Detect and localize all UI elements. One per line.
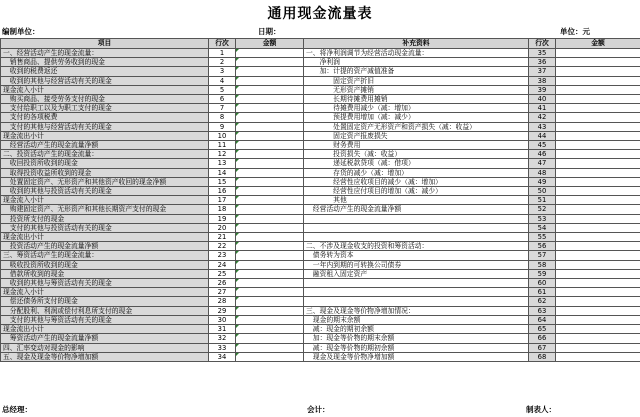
right-amount-cell[interactable] — [556, 196, 640, 205]
left-amount-cell[interactable] — [236, 233, 304, 242]
right-item-label: 一、将净利润调节为经营活动现金流量： — [304, 49, 529, 58]
left-item-label: 支付给职工以及为职工支付的现金 — [1, 104, 209, 113]
right-line-number: 38 — [529, 76, 556, 85]
left-item-label: 收回投资所收到的现金 — [1, 159, 209, 168]
right-line-number: 42 — [529, 113, 556, 122]
left-line-number: 4 — [209, 76, 236, 85]
left-line-number: 1 — [209, 49, 236, 58]
right-item-label: 三、现金及现金等价物净增加情况： — [304, 306, 529, 315]
table-row — [1, 214, 640, 223]
right-line-number: 41 — [529, 104, 556, 113]
left-amount-cell[interactable] — [236, 269, 304, 278]
left-amount-cell[interactable] — [236, 76, 304, 85]
right-amount-cell[interactable] — [556, 150, 640, 159]
left-line-number: 14 — [209, 168, 236, 177]
right-amount-cell[interactable] — [556, 214, 640, 223]
table-row — [1, 260, 640, 269]
left-item-label: 收到的其他与经营活动有关的现金 — [1, 76, 209, 85]
right-item-label: 融资租入固定资产 — [304, 269, 529, 278]
right-item-label: 一年内到期的可转换公司债券 — [304, 260, 529, 269]
right-amount-cell[interactable] — [556, 251, 640, 260]
right-item-label — [304, 279, 529, 288]
left-item-label: 收到的税费返还 — [1, 67, 209, 76]
left-line-number: 33 — [209, 343, 236, 352]
header-amount: 金额 — [236, 39, 304, 49]
left-item-label: 投资活动产生的现金流量净额 — [1, 242, 209, 251]
right-line-number: 57 — [529, 251, 556, 260]
currency-unit-label: 单位：元 — [560, 27, 590, 36]
header-item: 项目 — [1, 39, 209, 49]
table-row — [1, 196, 640, 205]
right-line-number: 49 — [529, 177, 556, 186]
company-unit-label: 编制单位： — [2, 27, 40, 36]
right-amount-cell[interactable] — [556, 131, 640, 140]
left-item-label: 销售商品、提供劳务收到的现金 — [1, 58, 209, 67]
left-item-label: 分配股利、利润或偿付利息所支付的现金 — [1, 306, 209, 315]
right-line-number: 44 — [529, 131, 556, 140]
right-amount-cell[interactable] — [556, 104, 640, 113]
right-amount-cell[interactable] — [556, 334, 640, 343]
left-line-number: 6 — [209, 95, 236, 104]
right-amount-cell[interactable] — [556, 269, 640, 278]
left-amount-cell[interactable] — [236, 334, 304, 343]
table-row — [1, 352, 640, 361]
header-line-2: 行次 — [529, 39, 556, 49]
left-line-number: 28 — [209, 297, 236, 306]
left-line-number: 13 — [209, 159, 236, 168]
right-item-label: 投资损失（减：收益） — [304, 150, 529, 159]
left-item-label: 支付的其他与经营活动有关的现金 — [1, 122, 209, 131]
right-item-label: 无形资产摊销 — [304, 85, 529, 94]
right-amount-cell[interactable] — [556, 95, 640, 104]
right-amount-cell[interactable] — [556, 187, 640, 196]
left-line-number: 3 — [209, 67, 236, 76]
table-row — [1, 95, 640, 104]
accountant-signature-label: 会计： — [307, 405, 330, 414]
right-item-label: 待摊费用减少（减：增加） — [304, 104, 529, 113]
left-line-number: 15 — [209, 177, 236, 186]
left-item-label: 三、筹资活动产生的现金流量： — [1, 251, 209, 260]
left-amount-cell[interactable] — [236, 104, 304, 113]
left-amount-cell[interactable] — [236, 325, 304, 334]
right-amount-cell[interactable] — [556, 205, 640, 214]
left-line-number: 10 — [209, 131, 236, 140]
left-item-label: 借款所收到的现金 — [1, 269, 209, 278]
right-item-label — [304, 233, 529, 242]
left-amount-cell[interactable] — [236, 150, 304, 159]
right-line-number: 37 — [529, 67, 556, 76]
page-title: 通用现金流量表 — [267, 6, 373, 22]
table-row — [1, 85, 640, 94]
table-row — [1, 150, 640, 159]
left-line-number: 26 — [209, 279, 236, 288]
right-line-number: 40 — [529, 95, 556, 104]
right-line-number: 53 — [529, 214, 556, 223]
right-item-label: 现金及现金等价物净增加额 — [304, 352, 529, 361]
left-line-number: 9 — [209, 122, 236, 131]
right-amount-cell[interactable] — [556, 113, 640, 122]
table-row — [1, 297, 640, 306]
left-line-number: 5 — [209, 85, 236, 94]
right-item-label: 固定资产折旧 — [304, 76, 529, 85]
left-amount-cell[interactable] — [236, 113, 304, 122]
left-line-number: 12 — [209, 150, 236, 159]
left-amount-cell[interactable] — [236, 205, 304, 214]
left-amount-cell[interactable] — [236, 187, 304, 196]
left-amount-cell[interactable] — [236, 242, 304, 251]
table-row — [1, 288, 640, 297]
left-line-number: 34 — [209, 352, 236, 361]
right-item-label — [304, 223, 529, 232]
left-item-label: 支付的各项税费 — [1, 113, 209, 122]
left-item-label: 偿还债务所支付的现金 — [1, 297, 209, 306]
right-amount-cell[interactable] — [556, 297, 640, 306]
table-row — [1, 251, 640, 260]
right-amount-cell[interactable] — [556, 352, 640, 361]
left-item-label: 现金流入小计 — [1, 196, 209, 205]
left-line-number: 29 — [209, 306, 236, 315]
table-row — [1, 76, 640, 85]
left-line-number: 21 — [209, 233, 236, 242]
left-item-label: 经营活动产生的现金流量净额 — [1, 141, 209, 150]
right-amount-cell[interactable] — [556, 141, 640, 150]
left-amount-cell[interactable] — [236, 352, 304, 361]
left-amount-cell[interactable] — [236, 58, 304, 67]
left-item-label: 现金流出小计 — [1, 325, 209, 334]
left-line-number: 19 — [209, 214, 236, 223]
left-amount-cell[interactable] — [236, 122, 304, 131]
left-item-label: 吸收投资所收到的现金 — [1, 260, 209, 269]
left-line-number: 8 — [209, 113, 236, 122]
table-row — [1, 205, 640, 214]
right-amount-cell[interactable] — [556, 260, 640, 269]
right-line-number: 54 — [529, 223, 556, 232]
right-line-number: 52 — [529, 205, 556, 214]
table-row — [1, 168, 640, 177]
right-line-number: 68 — [529, 352, 556, 361]
right-amount-cell[interactable] — [556, 58, 640, 67]
left-amount-cell[interactable] — [236, 159, 304, 168]
right-amount-cell[interactable] — [556, 67, 640, 76]
table-row — [1, 223, 640, 232]
right-amount-cell[interactable] — [556, 49, 640, 58]
left-amount-cell[interactable] — [236, 315, 304, 324]
right-amount-cell[interactable] — [556, 343, 640, 352]
right-line-number: 59 — [529, 269, 556, 278]
left-item-label: 购买商品、接受劳务支付的现金 — [1, 95, 209, 104]
right-item-label: 净利润 — [304, 58, 529, 67]
table-row — [1, 325, 640, 334]
left-item-label: 筹资活动产生的现金流量净额 — [1, 334, 209, 343]
left-amount-cell[interactable] — [236, 343, 304, 352]
right-item-label: 经营活动产生的现金流量净额 — [304, 205, 529, 214]
left-line-number: 23 — [209, 251, 236, 260]
left-item-label: 现金流出小计 — [1, 233, 209, 242]
left-line-number: 16 — [209, 187, 236, 196]
left-item-label: 二、投资活动产生的现金流量： — [1, 150, 209, 159]
right-item-label: 二、不涉及现金收支的投资和筹资活动： — [304, 242, 529, 251]
right-line-number: 58 — [529, 260, 556, 269]
right-amount-cell[interactable] — [556, 315, 640, 324]
right-line-number: 56 — [529, 242, 556, 251]
left-amount-cell[interactable] — [236, 306, 304, 315]
left-amount-cell[interactable] — [236, 251, 304, 260]
left-line-number: 7 — [209, 104, 236, 113]
right-item-label: 存货的减少（减：增加） — [304, 168, 529, 177]
right-line-number: 35 — [529, 49, 556, 58]
left-item-label: 现金流出小计 — [1, 131, 209, 140]
header-amount-2: 金额 — [556, 39, 640, 49]
right-line-number: 46 — [529, 150, 556, 159]
table-row — [1, 67, 640, 76]
left-line-number: 20 — [209, 223, 236, 232]
left-item-label: 投资所支付的现金 — [1, 214, 209, 223]
right-item-label: 债务转为资本 — [304, 251, 529, 260]
header-supplement: 补充资料 — [304, 39, 529, 49]
left-line-number: 30 — [209, 315, 236, 324]
left-item-label: 取得投资收益所收到的现金 — [1, 168, 209, 177]
right-item-label: 经营性应付项目的增加（减：减少） — [304, 187, 529, 196]
table-row — [1, 177, 640, 186]
right-item-label — [304, 214, 529, 223]
left-item-label: 现金流入小计 — [1, 288, 209, 297]
left-amount-cell[interactable] — [236, 279, 304, 288]
left-line-number: 2 — [209, 58, 236, 67]
right-line-number: 50 — [529, 187, 556, 196]
right-amount-cell[interactable] — [556, 233, 640, 242]
table-row — [1, 113, 640, 122]
left-amount-cell[interactable] — [236, 49, 304, 58]
right-line-number: 48 — [529, 168, 556, 177]
right-item-label: 递延税款贷项（减：借项） — [304, 159, 529, 168]
right-amount-cell[interactable] — [556, 279, 640, 288]
table-row — [1, 242, 640, 251]
left-line-number: 32 — [209, 334, 236, 343]
right-line-number: 62 — [529, 297, 556, 306]
date-label: 日期： — [258, 27, 281, 36]
right-line-number: 43 — [529, 122, 556, 131]
table-row — [1, 58, 640, 67]
left-line-number: 25 — [209, 269, 236, 278]
left-item-label: 现金流入小计 — [1, 85, 209, 94]
right-amount-cell[interactable] — [556, 122, 640, 131]
right-item-label: 固定资产报废损失 — [304, 131, 529, 140]
right-item-label: 长期待摊费用摊销 — [304, 95, 529, 104]
left-amount-cell[interactable] — [236, 67, 304, 76]
right-item-label: 预提费用增加（减：减少） — [304, 113, 529, 122]
table-row — [1, 279, 640, 288]
cash-flow-table — [0, 38, 640, 362]
right-item-label: 加：现金等价物的期末余额 — [304, 334, 529, 343]
table-row — [1, 131, 640, 140]
right-item-label: 其他 — [304, 196, 529, 205]
left-amount-cell[interactable] — [236, 297, 304, 306]
table-row — [1, 343, 640, 352]
right-line-number: 67 — [529, 343, 556, 352]
maker-signature-label: 制表人： — [526, 405, 556, 414]
table-row — [1, 159, 640, 168]
table-row — [1, 187, 640, 196]
left-item-label: 收到的其他与投资活动有关的现金 — [1, 187, 209, 196]
manager-signature-label: 总经理： — [2, 405, 32, 414]
table-header-row — [1, 39, 640, 49]
left-line-number: 27 — [209, 288, 236, 297]
right-line-number: 45 — [529, 141, 556, 150]
left-line-number: 11 — [209, 141, 236, 150]
right-item-label: 减：现金等价物的期初余额 — [304, 343, 529, 352]
right-item-label: 现金的期末余额 — [304, 315, 529, 324]
left-line-number: 24 — [209, 260, 236, 269]
left-item-label: 支付的其他与投资活动有关的现金 — [1, 223, 209, 232]
right-item-label — [304, 297, 529, 306]
left-amount-cell[interactable] — [236, 260, 304, 269]
right-amount-cell[interactable] — [556, 159, 640, 168]
left-item-label: 一、经营活动产生的现金流量： — [1, 49, 209, 58]
right-item-label: 加：计提的资产减值准备 — [304, 67, 529, 76]
right-line-number: 65 — [529, 325, 556, 334]
right-line-number: 66 — [529, 334, 556, 343]
left-item-label: 五、现金及现金等价物净增加额 — [1, 352, 209, 361]
right-item-label — [304, 288, 529, 297]
left-amount-cell[interactable] — [236, 85, 304, 94]
table-row — [1, 141, 640, 150]
right-line-number: 51 — [529, 196, 556, 205]
table-row — [1, 233, 640, 242]
left-item-label: 处置固定资产、无形资产和其他资产收回的现金净额 — [1, 177, 209, 186]
table-row — [1, 49, 640, 58]
left-amount-cell[interactable] — [236, 177, 304, 186]
right-amount-cell[interactable] — [556, 306, 640, 315]
right-line-number: 61 — [529, 288, 556, 297]
left-amount-cell[interactable] — [236, 196, 304, 205]
table-row — [1, 122, 640, 131]
right-amount-cell[interactable] — [556, 76, 640, 85]
right-line-number: 60 — [529, 279, 556, 288]
left-amount-cell[interactable] — [236, 168, 304, 177]
right-line-number: 63 — [529, 306, 556, 315]
left-amount-cell[interactable] — [236, 288, 304, 297]
left-item-label: 四、汇率变动对现金的影响 — [1, 343, 209, 352]
right-item-label: 财务费用 — [304, 141, 529, 150]
left-line-number: 31 — [209, 325, 236, 334]
right-line-number: 36 — [529, 58, 556, 67]
left-amount-cell[interactable] — [236, 95, 304, 104]
right-amount-cell[interactable] — [556, 242, 640, 251]
right-line-number: 55 — [529, 233, 556, 242]
left-amount-cell[interactable] — [236, 131, 304, 140]
left-amount-cell[interactable] — [236, 214, 304, 223]
left-line-number: 18 — [209, 205, 236, 214]
right-item-label: 处置固定资产无形资产和资产损失（减：收益） — [304, 122, 529, 131]
right-amount-cell[interactable] — [556, 325, 640, 334]
table-row — [1, 306, 640, 315]
left-line-number: 22 — [209, 242, 236, 251]
left-amount-cell[interactable] — [236, 223, 304, 232]
right-item-label: 减：现金的期初余额 — [304, 325, 529, 334]
right-amount-cell[interactable] — [556, 85, 640, 94]
header-line: 行次 — [209, 39, 236, 49]
right-amount-cell[interactable] — [556, 168, 640, 177]
table-row — [1, 334, 640, 343]
right-item-label: 经营性应收项目的减少（减：增加） — [304, 177, 529, 186]
table-row — [1, 315, 640, 324]
right-line-number: 64 — [529, 315, 556, 324]
left-item-label: 收到的其他与筹资活动有关的现金 — [1, 279, 209, 288]
right-line-number: 39 — [529, 85, 556, 94]
table-row — [1, 269, 640, 278]
table-row — [1, 104, 640, 113]
right-amount-cell[interactable] — [556, 288, 640, 297]
left-amount-cell[interactable] — [236, 141, 304, 150]
right-line-number: 47 — [529, 159, 556, 168]
right-amount-cell[interactable] — [556, 177, 640, 186]
left-line-number: 17 — [209, 196, 236, 205]
right-amount-cell[interactable] — [556, 223, 640, 232]
left-item-label: 支付的其他与筹资活动有关的现金 — [1, 315, 209, 324]
left-item-label: 购建固定资产、无形资产和其他长期资产支付的现金 — [1, 205, 209, 214]
